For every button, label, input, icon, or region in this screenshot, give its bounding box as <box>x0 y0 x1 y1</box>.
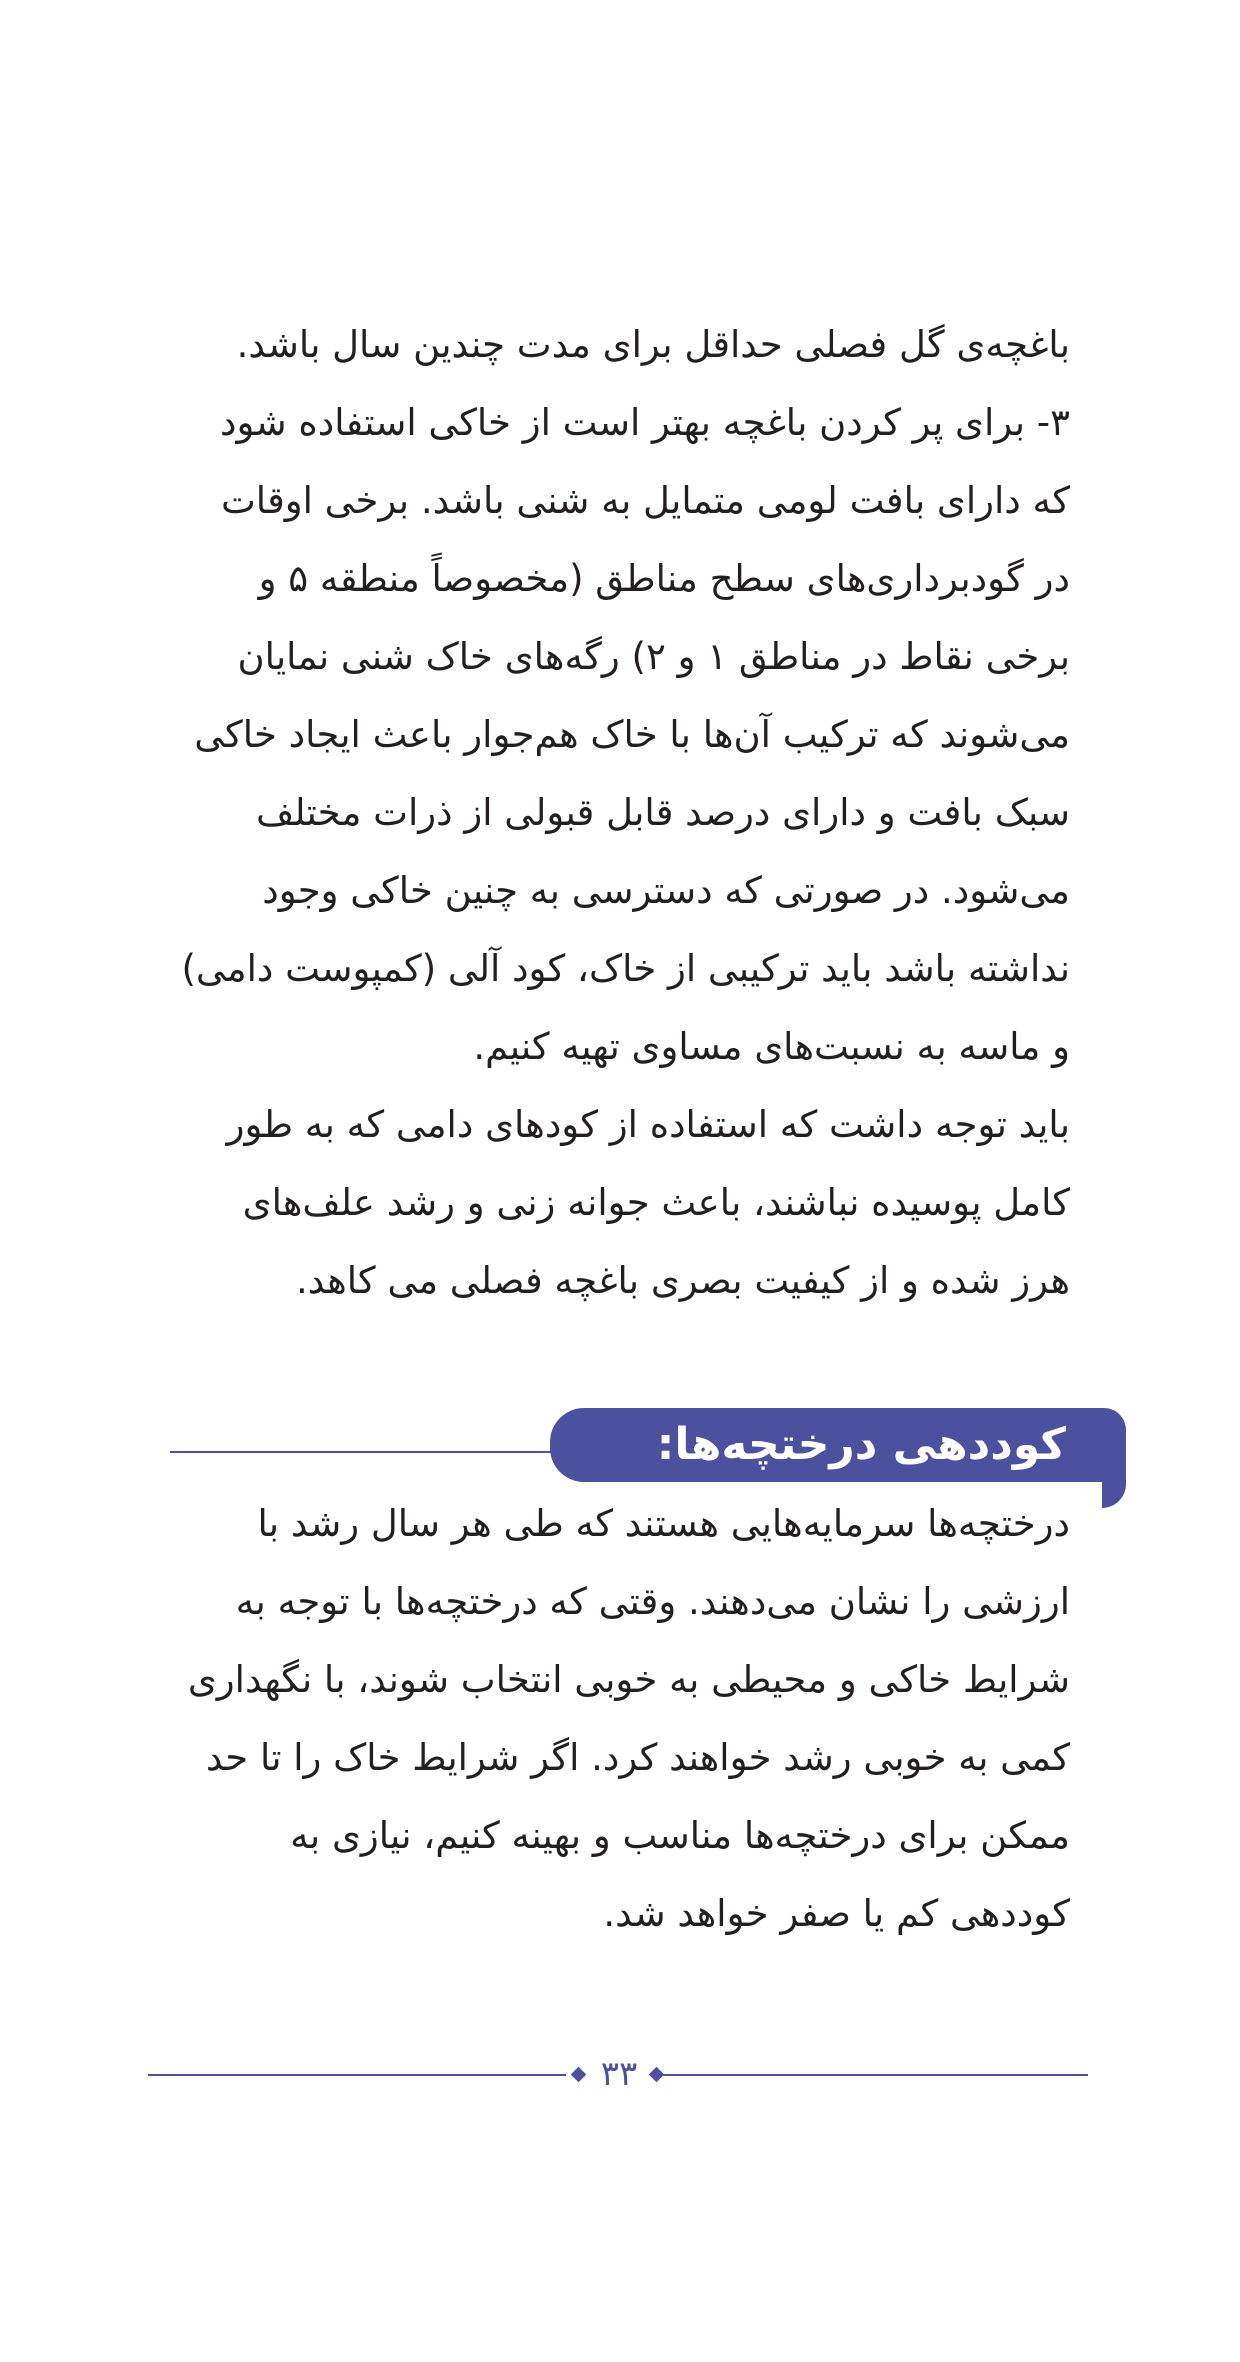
text-section-1 <box>176 306 1070 1320</box>
diamond-icon <box>571 2067 587 2083</box>
heading-tab-tail <box>1102 1482 1126 1508</box>
heading-title: کوددهی درختچه‌ها: <box>656 1419 1066 1470</box>
paragraph: درختچه‌ها سرمایه‌هایی هستند که طی هر سال رشد با ارزشی را نشان می‌دهند. وقتی که درختچه‌ها با توجه به شرایط خاکی و محیطی به خوبی انتخاب شوند، با نگهداری کمی به خوبی رشد خواهند کرد. اگر شرایط خاک را تا حد ممکن برای درختچه‌ها مناسب و بهینه کنیم، نیازی به کوددهی کم یا صفر خواهد شد. <box>187 1502 1070 1935</box>
text-section-2 <box>176 1485 1070 1953</box>
footer-rule-left <box>148 2074 566 2076</box>
diamond-icon <box>649 2067 665 2083</box>
section-heading <box>170 1408 1126 1494</box>
page-footer <box>148 2054 1088 2094</box>
paragraph: باغچه‌ی گل فصلی حداقل برای مدت چندین سال باشد. <box>236 323 1070 366</box>
heading-rule <box>170 1451 590 1453</box>
heading-tab <box>550 1408 1126 1482</box>
footer-rule-right <box>663 2074 1088 2076</box>
paragraph: ۳- برای پر کردن باغچه بهتر است از خاکی استفاده شود که دارای بافت لومی متمایل به شنی باشد. برخی اوقات در گودبرداری‌های سطح مناطق (مخصوصاً منطقه ۵ و برخی نقاط در مناطق ۱ و ۲) رگه‌های خاک شنی نمایان می‌شوند که ترکیب آن‌ها با خاک هم‌جوار باعث ایجاد خاکی سبک بافت و دارای درصد قابل قبولی از ذرات مختلف می‌شود. در صورتی که دسترسی به چنین خاکی وجود نداشته باشد باید ترکیبی از خاک، کود آلی (کمپوست دامی) و ماسه به نسبت‌های مساوی تهیه کنیم. <box>181 401 1070 1068</box>
page-number: ۳۳ <box>600 2054 638 2094</box>
paragraph: باید توجه داشت که استفاده از کودهای دامی که به طور کامل پوسیده نباشند، باعث جوانه زنی و رشد علف‌های هرز شده و از کیفیت بصری باغچه فصلی می کاهد. <box>226 1103 1070 1302</box>
